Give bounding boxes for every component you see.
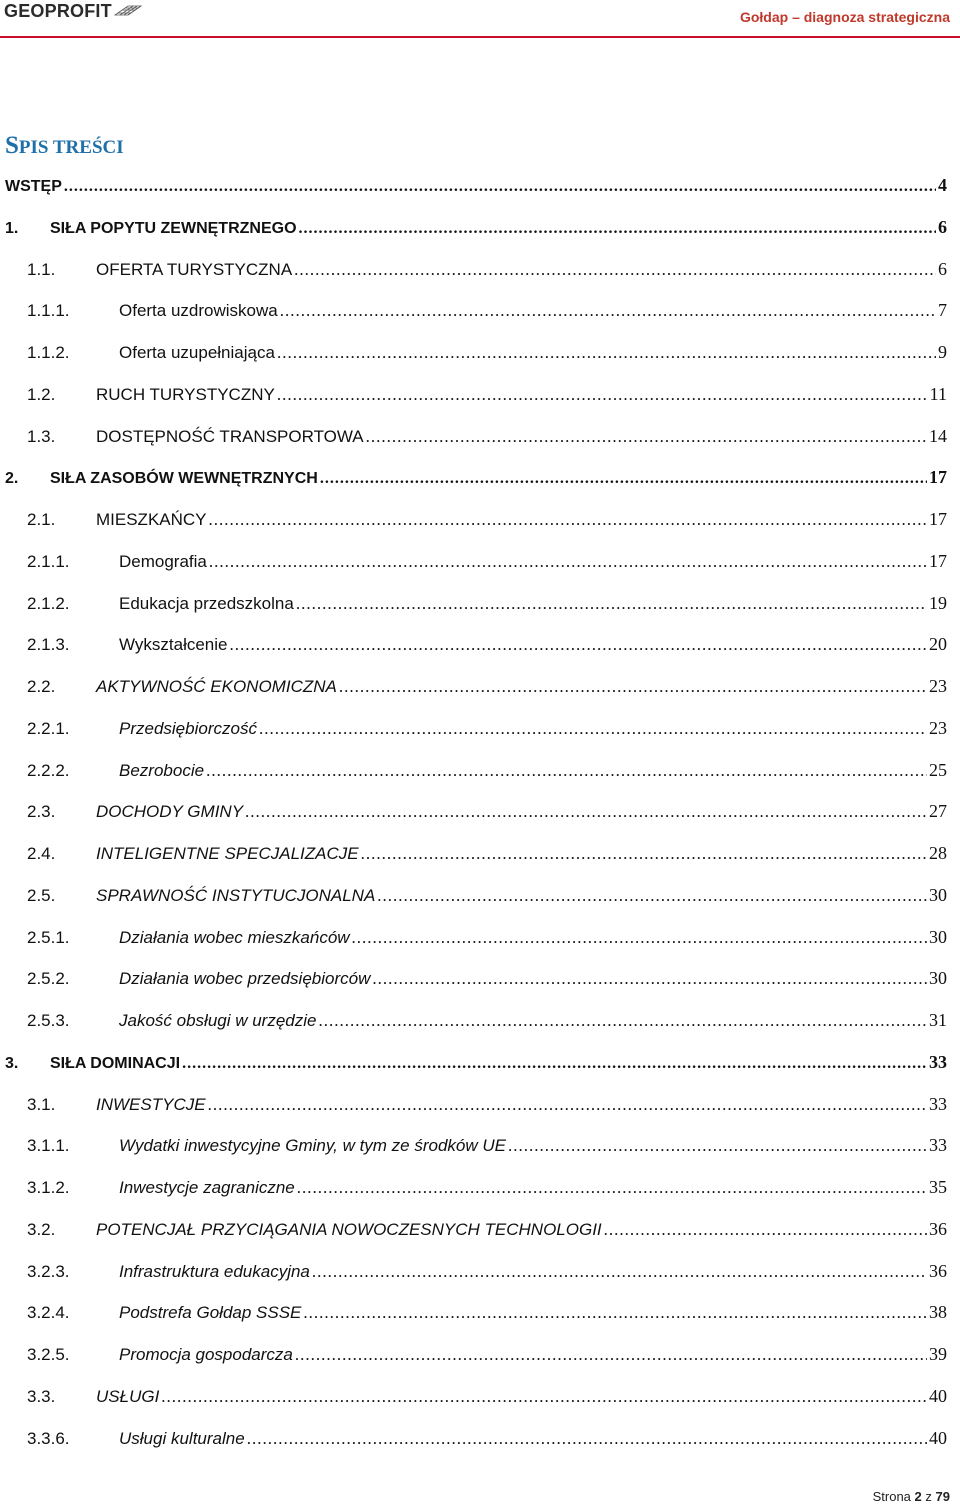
toc-entry-page: 19 (929, 593, 947, 613)
toc-entry[interactable] (0, 1090, 947, 1118)
toc-heading (5, 131, 124, 163)
toc-entry[interactable] (0, 1298, 947, 1326)
toc-leader-dots (64, 173, 936, 201)
toc-leader-dots (259, 715, 927, 743)
toc-entry[interactable] (0, 380, 947, 408)
toc-heading-rest: PIS TREŚCI (18, 137, 124, 158)
toc-entry-title: POTENCJAŁ PRZYCIĄGANIA NOWOCZESNYCH TECHNOLOGII (96, 1220, 602, 1239)
toc-entry[interactable] (0, 1424, 947, 1452)
toc-entry-title: Infrastruktura edukacyjna (119, 1262, 310, 1281)
toc-entry-number: 3.2.3. (27, 1262, 70, 1281)
toc-entry[interactable] (0, 296, 947, 324)
toc-entry-page: 31 (929, 1010, 947, 1030)
toc-entry-title: DOCHODY GMINY (96, 802, 244, 821)
toc-entry-title: Podstrefa Gołdap SSSE (119, 1303, 302, 1322)
toc-entry-title: Usługi kulturalne (119, 1429, 245, 1448)
toc-entry-number: 3.1.1. (27, 1136, 70, 1155)
toc-entry-number: 1.2. (27, 385, 56, 404)
toc-entry-page: 36 (929, 1261, 947, 1281)
toc-entry[interactable] (0, 839, 947, 867)
toc-entry[interactable] (0, 1382, 947, 1410)
toc-entry-number: 1.3. (27, 427, 56, 446)
toc-entry-page: 28 (929, 843, 947, 863)
toc-leader-dots (508, 1132, 927, 1160)
toc-entry-number: 3. (5, 1055, 19, 1072)
toc-entry[interactable] (0, 422, 947, 450)
toc-entry-number: 2.3. (27, 802, 56, 821)
toc-entry[interactable] (0, 1048, 947, 1076)
toc-entry-title: Wykształcenie (119, 635, 228, 654)
toc-entry-number: 3.3.6. (27, 1429, 70, 1448)
toc-entry-number: 3.1. (27, 1095, 56, 1114)
footer-total-pages: 79 (935, 1489, 950, 1504)
toc-entry-page: 30 (929, 885, 947, 905)
toc-entry-title: Demografia (119, 552, 207, 571)
document-title: Gołdap – diagnoza strategiczna (739, 9, 950, 25)
toc-entry[interactable] (0, 756, 947, 784)
toc-entry-number: 2.1.3. (27, 635, 70, 654)
toc-entry-number: 3.2.4. (27, 1303, 70, 1322)
toc-entry-number: 1. (5, 220, 19, 237)
toc-entry[interactable] (0, 1215, 947, 1243)
toc-entry-title: INTELIGENTNE SPECJALIZACJE (96, 844, 359, 863)
toc-leader-dots (318, 1007, 927, 1035)
toc-entry[interactable] (0, 547, 947, 575)
toc-entry-title: USŁUGI (96, 1387, 160, 1406)
geoprofit-logo (4, 0, 142, 22)
toc-entry-page: 39 (929, 1344, 947, 1364)
toc-entry-title: Bezrobocie (119, 761, 205, 780)
toc-entry-number: 2.1. (27, 510, 56, 529)
toc-entry-number: 2.5.3. (27, 1011, 70, 1030)
stylized-grid-logo-icon (114, 3, 142, 19)
footer-current-page: 2 (914, 1489, 922, 1504)
toc-entry[interactable] (0, 255, 947, 283)
toc-entry-title: Promocja gospodarcza (119, 1345, 293, 1364)
toc-leader-dots (277, 339, 936, 367)
toc-entry-page: 35 (929, 1177, 947, 1197)
toc-entry-page: 33 (929, 1052, 947, 1072)
toc-entry-page: 38 (929, 1302, 947, 1322)
toc-entry-page: 17 (929, 467, 947, 487)
toc-leader-dots (303, 1299, 927, 1327)
toc-entry-number: 2.2.1. (27, 719, 70, 738)
toc-leader-dots (294, 256, 936, 284)
toc-entry-title: SIŁA DOMINACJI (50, 1055, 181, 1072)
toc-leader-dots (296, 590, 927, 618)
footer-prefix: Strona (872, 1489, 911, 1504)
toc-entry-number: 2.1.2. (27, 594, 70, 613)
toc-entry[interactable] (0, 630, 947, 658)
header-divider (0, 36, 960, 38)
toc-entry[interactable] (0, 714, 947, 742)
toc-entry-page: 7 (938, 300, 947, 320)
toc-leader-dots (604, 1216, 927, 1244)
toc-entry-page: 40 (929, 1428, 947, 1448)
toc-heading-initial: S (5, 132, 19, 159)
toc-entry-number: 1.1.2. (27, 343, 70, 362)
toc-entry-number: 3.2. (27, 1220, 56, 1239)
toc-entry-number: 2.1.1. (27, 552, 70, 571)
toc-leader-dots (361, 840, 927, 868)
toc-leader-dots (209, 506, 927, 534)
toc-leader-dots (352, 924, 927, 952)
toc-entry-page: 33 (929, 1135, 947, 1155)
toc-entry[interactable] (0, 964, 947, 992)
toc-entry-title: OFERTA TURYSTYCZNA (96, 260, 293, 279)
toc-entry-title: SIŁA ZASOBÓW WEWNĘTRZNYCH (50, 470, 318, 487)
footer-separator: z (925, 1489, 932, 1504)
toc-entry-number: 2. (5, 470, 19, 487)
toc-entry-page: 33 (929, 1094, 947, 1114)
toc-entry-page: 11 (929, 384, 947, 404)
toc-entry-number: 2.2.2. (27, 761, 70, 780)
toc-entry[interactable] (0, 1131, 947, 1159)
toc-entry-title: MIESZKAŃCY (96, 510, 207, 529)
toc-entry-title: Wydatki inwestycyjne Gminy, w tym ze środków UE (119, 1136, 506, 1155)
toc-entry-page: 25 (929, 760, 947, 780)
toc-leader-dots (230, 631, 928, 659)
toc-entry[interactable] (0, 1257, 947, 1285)
toc-entry-page: 9 (938, 342, 947, 362)
logo-text: GEOPROFIT (4, 0, 112, 21)
toc-leader-dots (245, 798, 927, 826)
toc-entry-title: DOSTĘPNOŚĆ TRANSPORTOWA (96, 427, 364, 446)
toc-entry-page: 6 (938, 217, 947, 237)
toc-entry-page: 27 (929, 801, 947, 821)
toc-entry-title: Jakość obsługi w urzędzie (119, 1011, 317, 1030)
toc-entry[interactable] (0, 797, 947, 825)
toc-leader-dots (209, 548, 927, 576)
toc-entry-page: 23 (929, 718, 947, 738)
toc-leader-dots (206, 757, 927, 785)
toc-entry[interactable] (0, 589, 947, 617)
toc-entry-title: INWESTYCJE (96, 1095, 206, 1114)
toc-leader-dots (297, 1174, 927, 1202)
toc-entry-number: 2.5.1. (27, 928, 70, 947)
toc-entry[interactable] (0, 1006, 947, 1034)
toc-entry-title: Edukacja przedszkolna (119, 594, 294, 613)
toc-entry-page: 20 (929, 634, 947, 654)
toc-leader-dots (295, 1341, 927, 1369)
toc-leader-dots (339, 673, 927, 701)
toc-entry-number: 3.3. (27, 1387, 56, 1406)
page-footer (873, 1489, 950, 1504)
toc-entry-title: Działania wobec przedsiębiorców (119, 969, 371, 988)
toc-entry[interactable] (0, 1173, 947, 1201)
toc-entry[interactable] (0, 463, 947, 491)
toc-entry-page: 4 (938, 175, 947, 195)
toc-entry-page: 14 (929, 426, 947, 446)
toc-entry-title: Działania wobec mieszkańców (119, 928, 350, 947)
toc-entry-title: Przedsiębiorczość (119, 719, 257, 738)
toc-entry-page: 30 (929, 968, 947, 988)
toc-entry-number: 2.2. (27, 677, 56, 696)
toc-entry[interactable] (0, 1340, 947, 1368)
toc-entry[interactable] (0, 171, 947, 199)
toc-entry-title: Inwestycje zagraniczne (119, 1178, 295, 1197)
toc-entry-number: 3.1.2. (27, 1178, 70, 1197)
toc-entry-title: SIŁA POPYTU ZEWNĘTRZNEGO (50, 220, 297, 237)
toc-leader-dots (280, 297, 936, 325)
toc-entry-number: 2.4. (27, 844, 56, 863)
toc-entry-title: RUCH TURYSTYCZNY (96, 385, 275, 404)
toc-leader-dots (312, 1258, 927, 1286)
toc-entry-title: Oferta uzdrowiskowa (119, 301, 278, 320)
toc-leader-dots (161, 1383, 927, 1411)
page-header (0, 0, 960, 38)
toc-leader-dots (320, 465, 927, 493)
toc-entry[interactable] (0, 881, 947, 909)
toc-entry-number: 2.5.2. (27, 969, 70, 988)
toc-leader-dots (277, 381, 928, 409)
toc-entry[interactable] (0, 672, 947, 700)
toc-entry-page: 23 (929, 676, 947, 696)
toc-entry-page: 36 (929, 1219, 947, 1239)
toc-entry-title: AKTYWNOŚĆ EKONOMICZNA (96, 677, 337, 696)
toc-entry-number: 1.1. (27, 260, 56, 279)
toc-leader-dots (182, 1050, 927, 1078)
toc-entry[interactable] (0, 923, 947, 951)
toc-leader-dots (366, 423, 927, 451)
toc-leader-dots (299, 215, 936, 243)
toc-entry-title: SPRAWNOŚĆ INSTYTUCJONALNA (96, 886, 376, 905)
toc-entry-number: 1.1.1. (27, 301, 70, 320)
toc-entry[interactable] (0, 213, 947, 241)
toc-leader-dots (247, 1425, 927, 1453)
toc-leader-dots (372, 965, 927, 993)
toc-entry-page: 17 (929, 509, 947, 529)
toc-entry-page: 6 (938, 259, 947, 279)
toc-entry-page: 17 (929, 551, 947, 571)
toc-entry-title: Oferta uzupełniająca (119, 343, 275, 362)
toc-entry[interactable] (0, 505, 947, 533)
toc-entry-page: 40 (929, 1386, 947, 1406)
toc-entry-number: 2.5. (27, 886, 56, 905)
toc-entry-page: 30 (929, 927, 947, 947)
toc-entry[interactable] (0, 338, 947, 366)
toc-leader-dots (208, 1091, 927, 1119)
toc-entry-number: 3.2.5. (27, 1345, 70, 1364)
toc-leader-dots (377, 882, 927, 910)
toc-entry-number: WSTĘP (5, 178, 62, 195)
